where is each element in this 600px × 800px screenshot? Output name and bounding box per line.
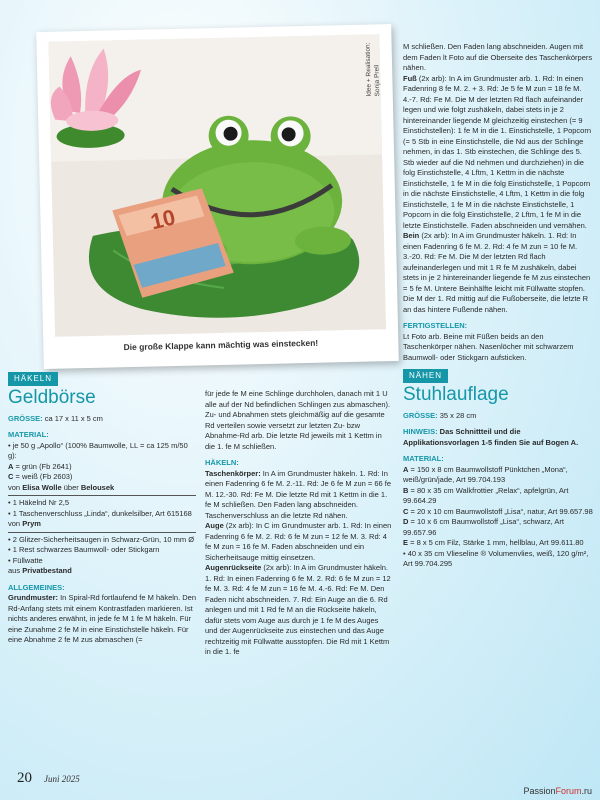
foot-instructions: Fuß (2x arb): In A im Grundmuster arb. 1. Rd: In einen Fadenring 8 fe M. 2. + 3. Rd: Je 5 fe M zun = 18 fe M. 4.-7. Rd: Fe M. Die M der letzten Rd flach aufeinander legen und wie folgt zushäkeln, dabei stets in je 2 hintereinander liegende M gleichzeitig einstechen (= 9 Einstichstellen): 1 fe M in die 1. Einstichstelle, 1 Popcorn (= 5 Stb in eine Einstichstelle, die Nd aus der Schlinge nehmen, in das 1. Stb einstechen, die Schlinge des 5. Stb wieder auf die Nd nehmen und durchziehen) in die folg Einstichstelle, 4 Lftm, 1 Kettm in die nächste Einstichstelle, 1 fe M in die folg Einstichstelle, 1 Popcorn in die nächste Einstichstelle, 4 Lftm, 1 Kettm in die folg Einstichstelle, 1 fe M in die nächste Einstichstelle, 1 Popcorn in die folg Einstichstelle, 2 Lftm, 1 fe M in die letzte Einstichstelle. Faden abschneiden und vernähen. <box>403 73 592 230</box>
issue-date: Juni 2025 <box>44 774 80 784</box>
watermark: PassionForum.ru <box>523 786 592 796</box>
supplier-line: von Elisa Wolle über Belousek <box>8 482 115 492</box>
material-item: E = 8 x 5 cm Filz, Stärke 1 mm, hellblau, Art 99.611.80 <box>403 538 584 547</box>
photo-frame <box>36 24 399 369</box>
material-color-c: C = weiß (Fb 2603) <box>8 472 73 481</box>
leg-instructions: Bein (2x arb): In A im Grundmuster häkeln. 1. Rd: In einen Fadenring 6 fe M. 2. Rd: 4 fe M zun = 10 fe M. 3.-20. Rd: Fe M. Die M der letzten Rd flach aufeinanderlegen und mit 1 R fe M zushäkeln, dabei stets in je 2 hintereinander liegende fe M zus einstechen = 5 fe M. Untere Beinhälfte leicht mit Füllwatte stopfen. Die M der 1. Rd mittig auf die Fußoberseite, die letzte R an das hintere Fußende nähen. <box>403 231 591 314</box>
material-item: D = 10 x 6 cm Baumwollstoff „Lisa“, schwarz, Art 99.657.96 <box>403 517 564 537</box>
eyeback-instructions: Augenrückseite (2x arb): In A im Grundmuster häkeln. 1. Rd: In einen Fadenring 6 fe M. 2. Rd: 6 fe M zun = 12 fe M. 3. Rd: 4 fe M zun = 16 fe M. 4.-6. Rd: Fe M. Den Faden nicht abschneiden. 7. Rd: Ein Auge an die 6. Rd anlegen und mit 1 Rd fe M an die Rückseite häkeln, dafür stets vom Auge aus durch je 1 fe M des Auges und der Augenrückseite zus einstechen und das Auge rechtzeitig mit Füllwatte ausstopfen. Die Rd mit 1 Kettm in die 1. fe <box>205 563 391 656</box>
section-tag-sewing: NÄHEN <box>403 369 448 383</box>
column-right <box>403 42 593 570</box>
title-geldboerse: Geldbörse <box>8 386 96 408</box>
general-heading: ALLGEMEINES: <box>8 582 65 592</box>
body-instructions: Taschenkörper: In A im Grundmuster häkeln. 1. Rd: In einen Fadenring 6 fe M. 2.-11. Rd: Je 6 fe M zun = 66 fe M. 12.-30. Rd: Fe M. Die letzte Rd mit 1 Kettm in die 1. fe M schließen. Den Faden lang abschneiden. Taschenverschluss an die letzte Rd nähen. <box>205 468 392 520</box>
divider <box>8 495 196 496</box>
general-text: Grundmuster: In Spiral-Rd fortlaufend fe M häkeln. Den Rd-Anfang stets mit einem Kontrastfaden markieren. Ist nichts anderes erwähnt, in jede fe M 1 fe M häkeln. Für eine Zunahme 2 fe M in eine Einstichstelle häkeln. Für eine Abnahme 2 fe M zus abmaschen (= <box>8 593 197 644</box>
material-heading: MATERIAL: <box>8 430 49 439</box>
crochet-heading: HÄKELN: <box>205 458 239 467</box>
title-stuhlauflage: Stuhlauflage <box>403 383 509 405</box>
column-middle <box>205 389 393 658</box>
frog-purse-photo <box>48 34 386 336</box>
material-item: • 40 x 35 cm Vlieseline ® Volumenvlies, weiß, 120 g/m², Art 99.704.295 <box>403 548 589 568</box>
hint-line: HINWEIS: Das Schnittteil und die Applikationsvorlagen 1-5 finden Sie auf Bogen A. <box>403 427 579 447</box>
paragraph: M schließen. Den Faden lang abschneiden. Augen mit dem Faden lt Foto auf die Oberseite des Taschenkörpers nähen. <box>403 42 593 72</box>
eye-instructions: Auge (2x arb): In C im Grundmuster arb. 1. Rd: In einen Fadenring 6 fe M. 2. Rd: 6 fe M zun = 12 fe M. 3. Rd: 4 fe M zun = 16 fe M. Faden abschneiden und ein Sicherheitsauge mittig einsetzen. <box>205 521 392 562</box>
photo-caption: Die große Klappe kann mächtig was einstecken! <box>123 337 319 353</box>
column-left <box>8 372 196 646</box>
paragraph: für jede fe M eine Schlinge durchholen, danach mit 1 U alle auf der Nd befindlichen Schlingen zus abmaschen). Zu- und Abnahmen stets gleichmäßig auf die gesamte Rd verteilen sowie versetzt zur letzten Zu- bzw Abnahme-Rd arb. Die letzte Rd jeweils mit 1 Kettm in die 1. fe M schließen. <box>205 389 391 451</box>
frog-illustration <box>48 34 386 336</box>
material-item: B = 80 x 35 cm Walkfrottier „Relax“, apfelgrün, Art 99.664.29 <box>403 485 569 505</box>
material-item: • 2 Glitzer-Sicherheitsaugen in Schwarz-Grün, 10 mm Ø <box>8 534 195 544</box>
finish-text: Lt Foto arb. Beine mit Füßen beids an den Taschenkörper nähen. Nasenlöcher mit schwarzem Baumwoll- oder Stickgarn aufsticken. <box>403 331 574 362</box>
credit-line1: Idee + Realisation: <box>364 42 373 97</box>
supplier-line: aus Privatbestand <box>8 566 72 575</box>
material-item: • je 50 g „Apollo“ (100% Baumwolle, LL = ca 125 m/50 g): <box>8 440 188 460</box>
section-tag-crochet: HÄKELN <box>8 372 58 386</box>
size-line: GRÖSSE: ca 17 x 11 x 5 cm <box>8 413 103 423</box>
divider <box>8 532 196 533</box>
size-line: GRÖSSE: 35 x 28 cm <box>403 410 477 420</box>
finish-heading: FERTIGSTELLEN: <box>403 321 468 330</box>
material-color-a: A = grün (Fb 2641) <box>8 461 72 471</box>
material-item: • 1 Häkelnd Nr 2,5 <box>8 498 69 507</box>
material-item: • 1 Taschenverschluss „Linda“, dunkelsilber, Art 615168 <box>8 508 192 518</box>
material-item: • Füllwatte <box>8 555 43 565</box>
page-number: 20 <box>17 770 32 786</box>
banknote-value: 10 <box>148 204 178 235</box>
material-item: • 1 Rest schwarzes Baumwoll- oder Stickgarn <box>8 545 160 554</box>
photo-credit <box>365 42 383 96</box>
supplier-line: von Prym <box>8 519 41 528</box>
credit-line2: Sonja Prell <box>373 64 382 97</box>
material-item: A = 150 x 8 cm Baumwollstoff Pünktchen „Mona“, weiß/grün/jade, Art 99.704.193 <box>403 464 568 484</box>
material-item: C = 20 x 10 cm Baumwollstoff „Lisa“, natur, Art 99.657.98 <box>403 506 593 516</box>
material-heading: MATERIAL: <box>403 454 444 463</box>
